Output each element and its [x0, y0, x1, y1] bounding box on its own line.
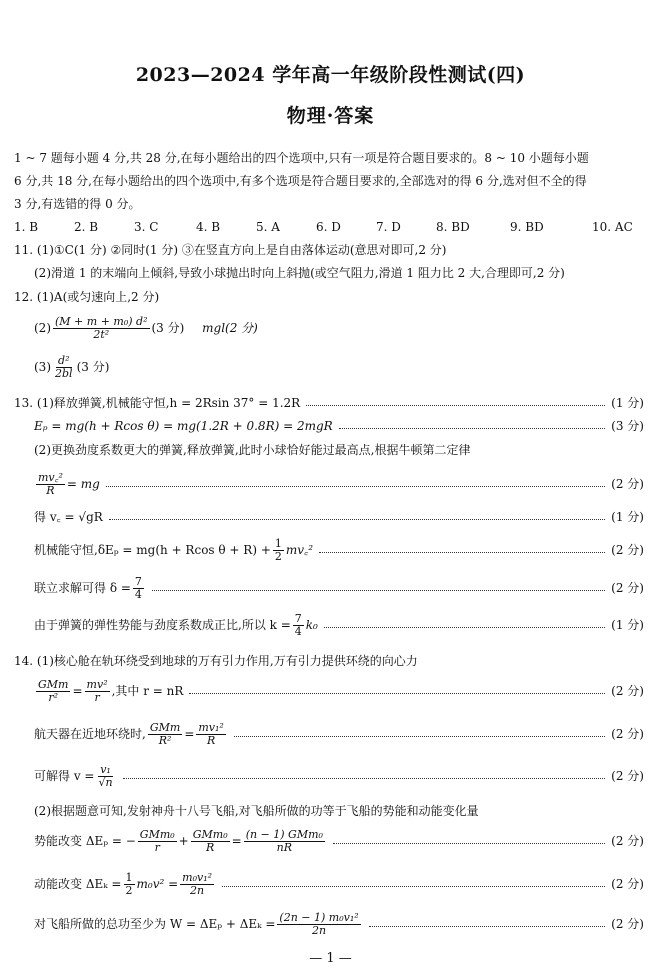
- q14-line-7-score: (2 分): [611, 877, 644, 891]
- instruction-line-1: 1 ~ 7 题每小题 4 分,共 28 分,在每小题给出的四个选项中,只有一项是符合题目要求的。8 ~ 10 小题每小题: [14, 151, 589, 165]
- q13-line-4-rest: = mg: [66, 477, 100, 491]
- q14-line-3-pre: 航天器在近地环绕时,: [34, 727, 146, 741]
- q14-line-6-eq: =: [231, 834, 242, 848]
- q12-frac1-numerator: (M + m + m₀) d²: [55, 315, 148, 328]
- q14-frac-pe-2-den: R: [206, 840, 215, 854]
- q11-line-2: (2)滑道 1 的末端向上倾斜,导致小球抛出时向上斜抛(或空气阻力,滑道 1 阻力比 2 大,合理即可,2 分): [34, 266, 565, 280]
- choice-answer: 6. D: [316, 220, 341, 234]
- choice-answer: 2. B: [74, 220, 99, 234]
- q13-line-6-score: (2 分): [611, 543, 644, 557]
- q13-line-8-post: k₀: [305, 618, 318, 632]
- q12-part-2-score: (3 分): [151, 321, 185, 335]
- q14-line-4-score: (2 分): [611, 769, 644, 783]
- choice-answers-row: [14, 219, 644, 235]
- q13-frac-half-num: 1: [274, 536, 282, 550]
- q14-line-7-mid: m₀v² =: [136, 877, 179, 891]
- q13-frac-delta-den: 4: [134, 587, 142, 601]
- q14-line-3-eq: =: [184, 727, 195, 741]
- q13-frac-delta-num: 7: [134, 574, 142, 588]
- choice-answer: 4. B: [196, 220, 221, 234]
- q12-part-3-score: (3 分): [76, 360, 110, 374]
- q14-frac-near-gravity: [148, 722, 182, 747]
- choice-answer: 8. BD: [436, 220, 470, 234]
- q13-frac-centripetal: [36, 472, 65, 497]
- q14-line-6-score: (2 分): [611, 834, 644, 848]
- q14-line-2-score: (2 分): [611, 684, 644, 698]
- q14-frac-centripetal-num: mv²: [86, 677, 108, 691]
- q13-line-8-pre: 由于弹簧的弹性势能与劲度系数成正比,所以 k =: [34, 618, 291, 632]
- q13-line-5-text: 得 v꜀ = √gR: [34, 510, 103, 524]
- q12-frac2-numerator: d²: [58, 354, 70, 367]
- q13-frac-k-den: 4: [294, 624, 302, 638]
- q13-frac-centripetal-den: R: [46, 483, 55, 497]
- q14-line-7-pre: 动能改变 ΔEₖ =: [34, 877, 122, 891]
- choice-answer: 3. C: [134, 220, 159, 234]
- q14-line-2-rest: ,其中 r = nR: [111, 684, 184, 698]
- instruction-line-3: 3 分,有选错的得 0 分。: [14, 197, 141, 211]
- q13-frac-delta: [133, 576, 144, 601]
- q13-line-8-score: (1 分): [611, 618, 644, 632]
- q14-frac-ke-1: [124, 872, 135, 897]
- q11-line-1: 11. (1)①C(1 分) ②同时(1 分) ③在竖直方向上是自由落体运动(意思对即可,2 分): [14, 243, 447, 257]
- q13-line-1-text: 13. (1)释放弹簧,机械能守恒,h = 2Rsin 37° = 1.2R: [14, 396, 301, 410]
- q14-line-2-eq: =: [72, 684, 83, 698]
- q12-part-2-extra: mgl(2 分): [202, 321, 258, 335]
- q14-line-8: [34, 910, 644, 938]
- q14-frac-work-den: 2n: [312, 923, 327, 937]
- q13-frac-k-num: 7: [294, 611, 302, 625]
- q13-line-1: [14, 395, 644, 411]
- q13-frac-half-den: 2: [274, 549, 282, 563]
- q12-line-1: 12. (1)A(或匀速向上,2 分): [14, 290, 160, 304]
- q14-frac-ke-2: [180, 872, 214, 897]
- q14-frac-ke-2-num: m₀v₁²: [182, 870, 213, 884]
- q12-fraction-2: [53, 355, 75, 380]
- q14-frac-gravity-den: r²: [48, 690, 59, 704]
- q14-frac-pe-1: [138, 829, 177, 854]
- q13-line-6-post: mv꜀²: [285, 543, 314, 557]
- q14-frac-v-den: √n: [98, 775, 113, 789]
- q14-frac-pe-3-den: nR: [276, 840, 292, 854]
- q13-line-6-pre: 机械能守恒,δEₚ = mg(h + Rcos θ + R) +: [34, 543, 271, 557]
- exam-subtitle: 物理·答案: [286, 105, 375, 127]
- q12-fraction-1: [53, 316, 150, 341]
- q14-frac-v: [96, 764, 114, 789]
- q14-frac-pe-1-den: r: [154, 840, 160, 854]
- q13-line-5: [34, 509, 644, 525]
- q13-line-7-score: (2 分): [611, 581, 644, 595]
- q13-line-2-text: Eₚ = mg(h + Rcos θ) = mg(1.2R + 0.8R) = 2mgR: [34, 419, 333, 433]
- q14-line-2: [34, 677, 644, 705]
- choice-answer: 10. AC: [592, 220, 633, 234]
- q13-line-3: (2)更换劲度系数更大的弹簧,释放弹簧,此时小球恰好能过最高点,根据牛顿第二定律: [34, 443, 471, 457]
- q14-line-6: [34, 827, 644, 855]
- q14-frac-ke-2-den: 2n: [190, 883, 205, 897]
- q14-line-8-pre: 对飞船所做的总功至少为 W = ΔEₚ + ΔEₖ =: [34, 917, 276, 931]
- q14-line-5: (2)根据题意可知,发射神舟十八号飞船,对飞船所做的功等于飞船的势能和动能变化量: [34, 804, 479, 818]
- choice-answer: 1. B: [14, 220, 39, 234]
- q14-line-6-plus: +: [178, 834, 189, 848]
- q13-line-8: [34, 611, 644, 639]
- q14-frac-near-centripetal-num: mv₁²: [198, 720, 224, 734]
- choice-answer: 9. BD: [510, 220, 544, 234]
- q14-frac-near-centripetal-den: R: [206, 733, 216, 747]
- q14-frac-centripetal-den: r: [94, 690, 100, 704]
- q13-line-7: [34, 574, 644, 602]
- q14-frac-near-centripetal: [196, 722, 225, 747]
- q13-line-4-score: (2 分): [611, 477, 644, 491]
- q12-frac1-denominator: 2t²: [93, 328, 110, 341]
- q14-line-4: [34, 762, 644, 790]
- instruction-line-2: 6 分,共 18 分,在每小题给出的四个选项中,有多个选项是符合题目要求的,全部选对的得 6 分,选对但不全的得: [14, 174, 587, 188]
- q14-line-8-score: (2 分): [611, 917, 644, 931]
- q12-part-2-label: (2): [34, 321, 51, 335]
- q13-frac-k: [293, 613, 304, 638]
- q14-line-1: 14. (1)核心舱在轨环绕受到地球的万有引力作用,万有引力提供环绕的向心力: [14, 654, 418, 668]
- q14-frac-work: [277, 912, 360, 937]
- q13-frac-centripetal-num: mv꜀²: [38, 470, 63, 484]
- q12-part-2: [34, 316, 258, 341]
- q14-frac-pe-1-num: GMm₀: [139, 827, 175, 841]
- q14-frac-pe-3: [244, 829, 325, 854]
- page-number: — 1 —: [309, 951, 352, 966]
- q14-line-3: [34, 720, 644, 748]
- q13-line-2: [34, 418, 644, 434]
- q14-frac-work-num: (2n − 1) m₀v₁²: [279, 910, 359, 924]
- q12-frac2-denominator: 2bl: [55, 367, 73, 380]
- q14-frac-ke-1-den: 2: [125, 883, 133, 897]
- q14-line-6-pre: 势能改变 ΔEₚ = −: [34, 834, 136, 848]
- choice-answer: 5. A: [256, 220, 280, 234]
- choice-answer: 7. D: [376, 220, 401, 234]
- exam-title: 2023—2024 学年高一年级阶段性测试(四): [135, 64, 526, 86]
- q14-frac-ke-1-num: 1: [125, 870, 133, 884]
- q12-part-3-label: (3): [34, 360, 51, 374]
- q13-line-5-score: (1 分): [611, 510, 644, 524]
- q13-line-7-pre: 联立求解可得 δ =: [34, 581, 131, 595]
- q14-frac-near-gravity-den: R²: [158, 733, 172, 747]
- q13-line-2-score: (3 分): [611, 419, 644, 433]
- q14-frac-near-gravity-num: GMm: [149, 720, 181, 734]
- q13-line-6: [34, 536, 644, 564]
- q14-line-3-score: (2 分): [611, 727, 644, 741]
- q12-part-3: [34, 355, 109, 380]
- q13-line-1-score: (1 分): [611, 396, 644, 410]
- q14-frac-gravity-num: GMm: [38, 677, 69, 691]
- q13-frac-half: [273, 538, 284, 563]
- q14-frac-v-num: v₁: [100, 762, 111, 776]
- q14-frac-pe-2-num: GMm₀: [192, 827, 228, 841]
- q14-frac-gravity: [36, 679, 70, 704]
- q14-line-7: [34, 870, 644, 898]
- q13-line-4: [34, 470, 644, 498]
- q14-frac-centripetal: [85, 679, 110, 704]
- q14-line-4-pre: 可解得 v =: [34, 769, 95, 783]
- q14-frac-pe-3-num: (n − 1) GMm₀: [245, 827, 323, 841]
- q14-frac-pe-2: [191, 829, 230, 854]
